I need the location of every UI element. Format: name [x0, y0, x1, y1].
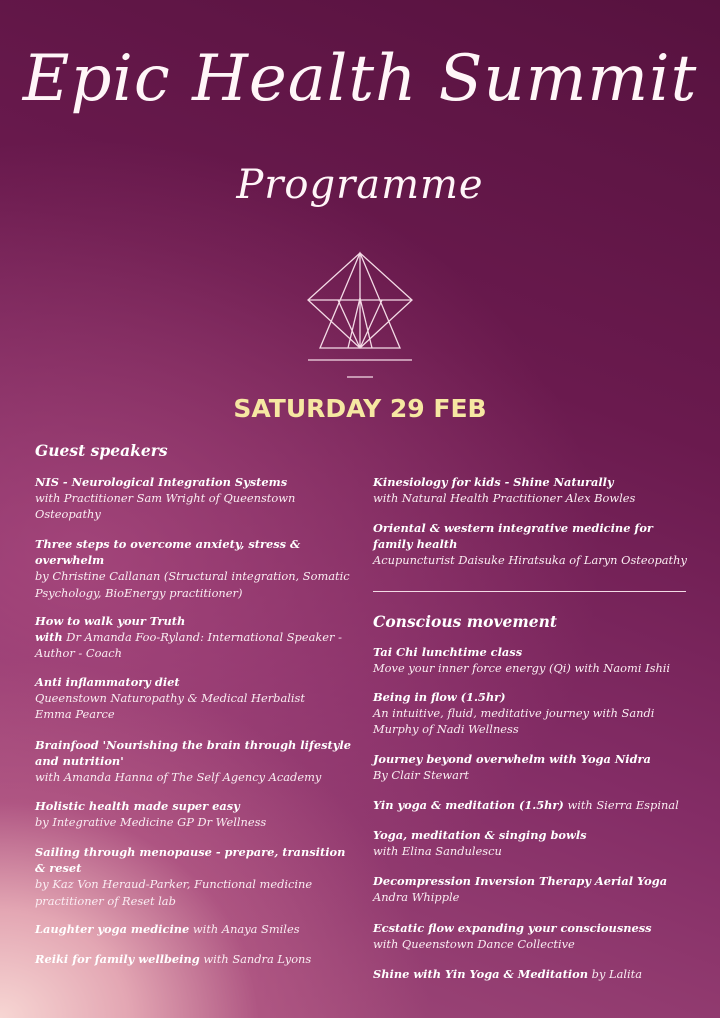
item-title: and nutrition' [35, 754, 124, 769]
item-title: Tai Chi lunchtime class [373, 645, 523, 659]
item-title: Laughter yoga medicine [35, 922, 190, 936]
item-title: Kinesiology for kids - Shine Naturally [373, 475, 614, 489]
item-desc: with Queenstown Dance Collective [373, 937, 575, 952]
list-item [35, 951, 311, 967]
item-title: Oriental & western integrative medicine for [373, 521, 653, 535]
item-title: Holistic health made super easy [35, 799, 240, 813]
item-title: Anti inflammatory diet [35, 675, 180, 689]
list-item [373, 920, 652, 952]
item-desc: by Kaz Von Heraud-Parker, Functional medicine [35, 877, 313, 892]
item-title: Being in flow (1.5hr) [373, 690, 506, 704]
item-title: Decompression Inversion Therapy Aerial Yoga [373, 874, 668, 888]
item-title: How to walk your Truth [35, 614, 186, 628]
item-title: with [35, 630, 63, 645]
item-desc: Queenstown Naturopathy & Medical Herbalist [35, 691, 305, 706]
item-desc: Osteopathy [35, 507, 101, 522]
item-desc: Andra Whipple [373, 890, 460, 905]
geometric-pyramid-icon [300, 248, 420, 383]
item-desc: Author - Coach [35, 646, 122, 661]
item-title: Three steps to overcome anxiety, stress & [35, 537, 301, 551]
item-desc: Acupuncturist Daisuke Hiratsuka of Laryn Osteopathy [373, 553, 687, 568]
list-item [35, 798, 266, 830]
list-item [35, 844, 345, 909]
list-item [373, 751, 651, 783]
list-item [373, 474, 635, 506]
item-title: Ecstatic flow expanding your consciousness [373, 921, 652, 935]
list-item [373, 827, 587, 859]
item-desc: By Clair Stewart [373, 768, 469, 783]
item-desc: Murphy of Nadi Wellness [373, 722, 519, 737]
list-item [373, 873, 667, 905]
item-desc: Emma Pearce [35, 707, 115, 722]
item-desc: practitioner of Reset lab [35, 893, 176, 908]
item-desc: with Elina Sandulescu [373, 844, 502, 859]
item-title: Yin yoga & meditation (1.5hr) [373, 798, 564, 812]
item-desc: Move your inner force energy (Qi) with Naomi Ishii [373, 661, 671, 676]
section-divider [373, 591, 686, 592]
list-item [373, 520, 687, 569]
list-item [35, 674, 305, 723]
list-item [373, 644, 670, 676]
list-item [35, 613, 342, 662]
item-desc: by Lalita [588, 967, 643, 981]
item-title: Shine with Yin Yoga & Meditation [373, 967, 589, 981]
list-item [35, 536, 350, 601]
item-desc: with Sierra Espinal [563, 798, 679, 812]
item-desc: Dr Amanda Foo-Ryland: International Speaker - [62, 630, 342, 645]
item-desc: with Practitioner Sam Wright of Queenstown [35, 491, 296, 506]
item-desc: with Sandra Lyons [199, 952, 312, 966]
item-title: family health [373, 537, 458, 552]
item-desc: An intuitive, fluid, meditative journey with Sandi [373, 706, 655, 721]
event-date: SATURDAY 29 FEB [233, 394, 487, 423]
item-title: Sailing through menopause - prepare, transition [35, 845, 346, 859]
item-desc: by Christine Callanan (Structural integration, Somatic [35, 569, 350, 584]
list-item [35, 474, 295, 523]
section-heading-conscious-movement: Conscious movement [373, 612, 558, 631]
item-title: Yoga, meditation & singing bowls [373, 828, 587, 842]
item-desc: with Amanda Hanna of The Self Agency Academy [35, 770, 322, 785]
item-title: Journey beyond overwhelm with Yoga Nidra [373, 752, 651, 766]
item-desc: Psychology, BioEnergy practitioner) [35, 585, 243, 600]
item-desc: with Anaya Smiles [189, 922, 300, 936]
item-title: NIS - Neurological Integration Systems [35, 475, 288, 489]
item-title: Brainfood 'Nourishing the brain through lifestyle [35, 738, 351, 752]
list-item [35, 737, 351, 786]
list-item [373, 689, 654, 738]
section-heading-guest-speakers: Guest speakers [35, 441, 168, 460]
item-desc: with Natural Health Practitioner Alex Bowles [373, 491, 636, 506]
item-title: overwhelm [35, 553, 105, 568]
page-subtitle: Programme [236, 162, 484, 208]
list-item [373, 797, 679, 813]
page-title: Epic Health Summit [22, 42, 698, 116]
item-desc: by Integrative Medicine GP Dr Wellness [35, 815, 267, 830]
item-title: & reset [35, 861, 82, 876]
item-title: Reiki for family wellbeing [35, 952, 200, 966]
list-item [35, 921, 300, 937]
list-item [373, 966, 642, 982]
